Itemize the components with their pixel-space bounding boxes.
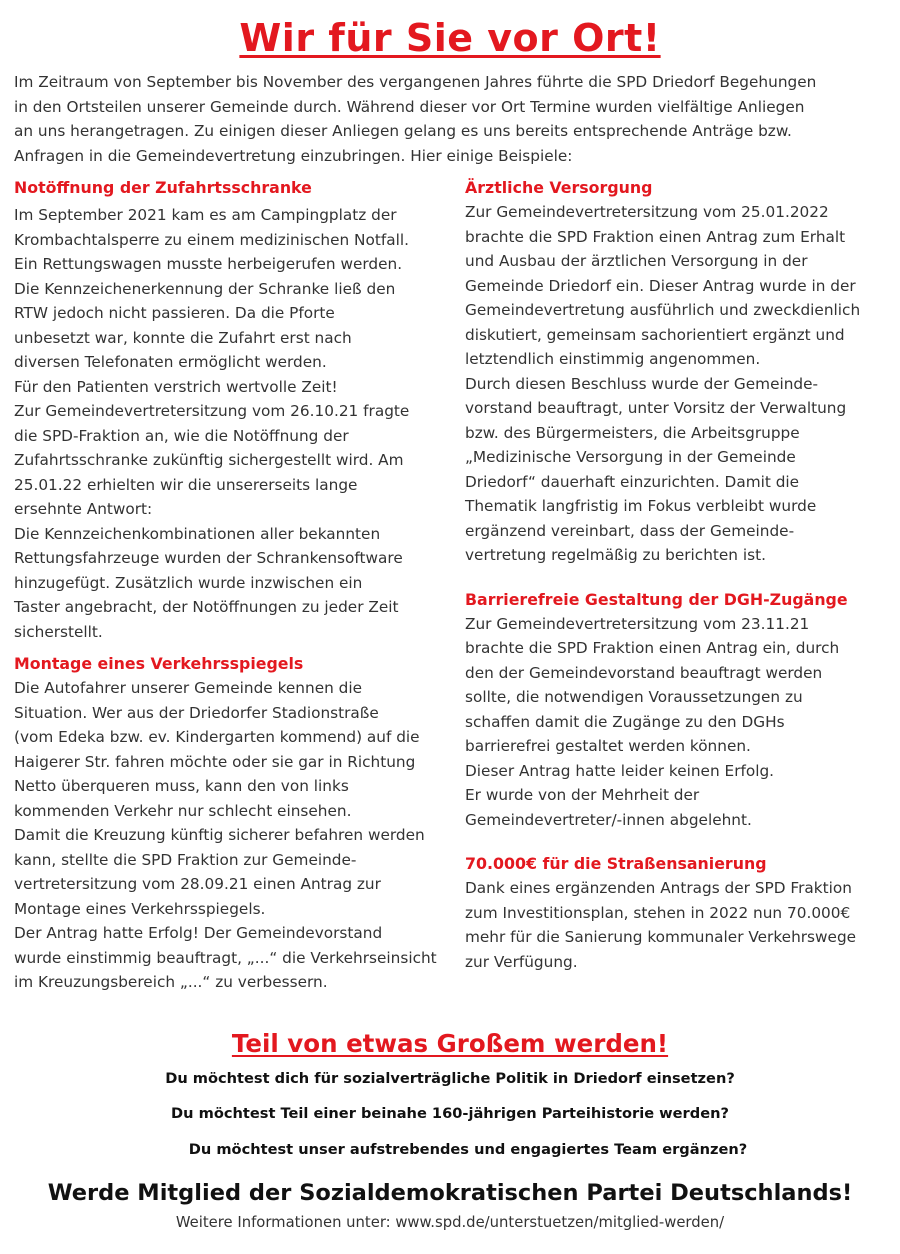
cta-question: Du möchtest unser aufstrebendes und engagiertes Team ergänzen? [188,1141,748,1158]
text-line: Dank eines ergänzenden Antrags der SPD Fraktion [465,879,852,897]
text-line: zum Investitionsplan, stehen in 2022 nun 70.000€ [465,903,851,922]
text-line: Zufahrtsschranke zukünftig sichergestellt wird. Am [14,451,404,469]
text-line: die SPD-Fraktion an, wie die Notöffnung der [14,426,349,445]
right-column [465,176,890,974]
text-line: vertretersitzung vom 28.09.21 einen Antrag zur [14,875,381,893]
text-line: Gemeindevertreter/-innen abgelehnt. [465,810,752,829]
info-link-text: Weitere Informationen unter: www.spd.de/unterstuetzen/mitglied-werden/ [175,1214,725,1231]
text-line: RTW jedoch nicht passieren. Da die Pforte [14,304,335,322]
cta-question: Du möchtest Teil einer beinahe 160-jährigen Parteihistorie werden? [171,1105,729,1122]
text-line: zur Verfügung. [465,952,578,971]
section-zufahrtsschranke [14,176,454,644]
text-line: wurde einstimmig beauftragt, „...“ die Verkehrseinsicht [14,948,437,967]
text-line: Die Kennzeichenkombinationen aller bekannten [14,524,381,543]
text-line: Taster angebracht, der Notöffnungen zu jeder Zeit [14,598,399,616]
text-line: Montage eines Verkehrsspiegels. [14,899,266,918]
cta-section [0,1027,900,1061]
text-line: barrierefrei gestaltet werden können. [465,737,751,755]
text-line: Haigerer Str. fahren möchte oder sie gar in Richtung [14,752,416,771]
text-line: Zur Gemeindevertretersitzung vom 25.01.2022 [465,203,829,221]
text-line: brachte die SPD Fraktion einen Antrag zum Erhalt [465,227,846,246]
intro-line: in den Ortsteilen unserer Gemeinde durch. Während dieser vor Ort Termine wurden vielfältige Anliegen [14,97,805,116]
text-line: und Ausbau der ärztlichen Versorgung in der [465,252,808,270]
intro-line: Im Zeitraum von September bis November des vergangenen Jahres führte die SPD Driedorf Begehungen [14,73,817,91]
text-line: im Kreuzungsbereich „...“ zu verbessern. [14,973,328,991]
text-line: vertretung regelmäßig zu berichten ist. [465,546,766,564]
text-line: brachte die SPD Fraktion einen Antrag ein, durch [465,639,840,657]
text-line: den der Gemeindevorstand beauftragt werden [465,663,823,682]
text-line: diskutiert, gemeinsam sachorientiert ergänzt und [465,325,845,344]
text-line: kann, stellte die SPD Fraktion zur Gemeinde- [14,850,357,869]
text-line: Gemeinde Driedorf ein. Dieser Antrag wurde in der [465,276,856,295]
text-line: sollte, die notwendigen Voraussetzungen zu [465,688,803,706]
section-heading: Ärztliche Versorgung [465,178,653,197]
section-aerztliche-versorgung [465,176,890,568]
text-line: Netto überqueren muss, kann den von links [14,777,349,795]
text-line: Krombachtalsperre zu einem medizinischen Notfall. [14,230,409,249]
text-line: hinzugefügt. Zusätzlich wurde inzwischen ein [14,573,363,592]
section-strassensanierung [465,852,890,974]
left-column [14,176,454,995]
text-line: ergänzend vereinbart, dass der Gemeinde- [465,521,795,540]
intro-line: an uns herangetragen. Zu einigen dieser Anliegen gelang es uns bereits entsprechende Anträge bzw. [14,122,792,140]
text-line: diversen Telefonaten ermöglicht werden. [14,353,327,371]
text-line: Der Antrag hatte Erfolg! Der Gemeindevorstand [14,924,383,942]
text-line: Im September 2021 kam es am Campingplatz der [14,206,397,224]
text-line: Zur Gemeindevertretersitzung vom 23.11.21 [465,614,810,633]
text-line: schaffen damit die Zugänge zu den DGHs [465,712,785,731]
text-line: Thematik langfristig im Fokus verbleibt wurde [465,497,817,515]
text-line: kommenden Verkehr nur schlecht einsehen. [14,801,352,820]
intro-line: Anfragen in die Gemeindevertretung einzubringen. Hier einige Beispiele: [14,146,573,165]
text-line: ersehnte Antwort: [14,500,153,518]
text-line: Damit die Kreuzung künftig sicherer befahren werden [14,826,425,844]
text-line: Dieser Antrag hatte leider keinen Erfolg. [465,761,775,780]
text-line: Für den Patienten verstrich wertvolle Zeit! [14,377,338,396]
text-line: „Medizinische Versorgung in der Gemeinde [465,448,796,466]
section-heading: Montage eines Verkehrsspiegels [14,654,304,673]
section-heading: Barrierefreie Gestaltung der DGH-Zugänge [465,589,848,609]
text-line: Durch diesen Beschluss wurde der Gemeinde- [465,374,819,393]
text-line: Die Autofahrer unserer Gemeinde kennen die [14,679,363,697]
text-line: letztendlich einstimmig angenommen. [465,350,761,368]
text-line: Gemeindevertretung ausführlich und zweckdienlich [465,301,861,319]
text-line: Driedorf“ dauerhaft einzurichten. Damit die [465,472,800,491]
page-title: Wir für Sie vor Ort! [239,16,661,60]
text-line: Zur Gemeindevertretersitzung vom 26.10.21 fragte [14,402,410,420]
cta-question: Du möchtest dich für sozialverträgliche Politik in Driedorf einsetzen? [165,1070,735,1087]
text-line: bzw. des Bürgermeisters, die Arbeitsgruppe [465,423,800,442]
section-heading: Notöffnung der Zufahrtsschranke [14,178,312,197]
text-line: Ein Rettungswagen musste herbeigerufen werden. [14,255,403,273]
text-line: mehr für die Sanierung kommunaler Verkehrswege [465,928,857,946]
cta-title: Teil von etwas Großem werden! [231,1029,669,1058]
text-line: (vom Edeka bzw. ev. Kindergarten kommend) auf die [14,728,420,746]
section-barrierefreie-dgh [465,588,890,833]
join-headline: Werde Mitglied der Sozialdemokratischen Partei Deutschlands! [47,1180,853,1206]
intro-paragraph [14,70,886,168]
text-line: Er wurde von der Mehrheit der [465,786,700,804]
text-line: Situation. Wer aus der Driedorfer Stadionstraße [14,703,379,722]
text-line: Rettungsfahrzeuge wurden der Schrankensoftware [14,549,403,567]
text-line: Die Kennzeichenerkennung der Schranke ließ den [14,279,396,298]
section-verkehrsspiegel [14,652,454,995]
text-line: sicherstellt. [14,622,103,641]
text-line: unbesetzt war, konnte die Zufahrt erst nach [14,328,352,347]
section-heading: 70.000€ für die Straßensanierung [465,854,767,873]
text-line: 25.01.22 erhielten wir die unsererseits lange [14,475,358,494]
text-line: vorstand beauftragt, unter Vorsitz der Verwaltung [465,399,847,417]
